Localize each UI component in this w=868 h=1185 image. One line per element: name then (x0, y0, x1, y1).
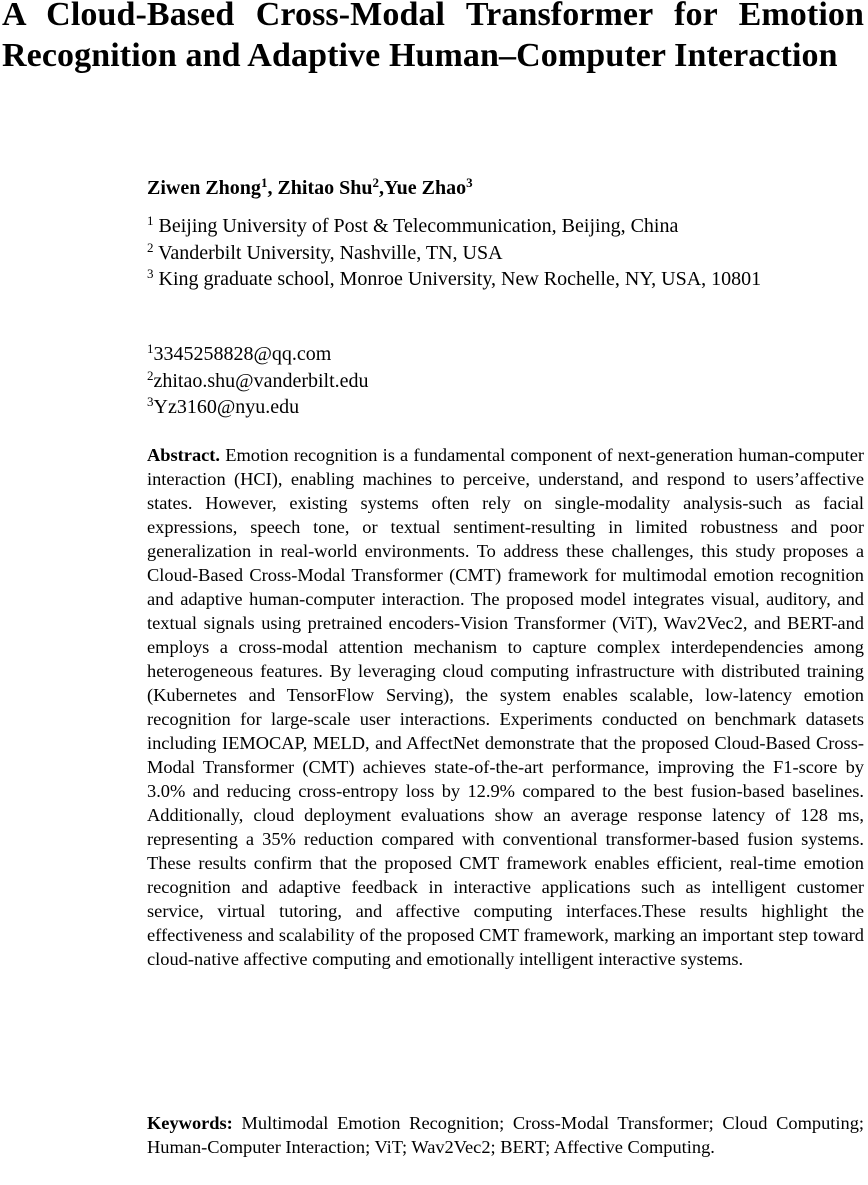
affiliation-mark: 2 (147, 239, 154, 255)
affiliation-text: Beijing University of Post & Telecommunication, Beijing, China (153, 215, 679, 237)
author-affiliation-mark: 3 (466, 175, 473, 190)
affiliation-text: Vanderbilt University, Nashville, TN, USA (153, 241, 503, 264)
email-address: zhitao.shu@vanderbilt.edu (153, 369, 369, 392)
email-mark: 3 (147, 394, 154, 409)
email-line (147, 394, 369, 421)
author-name: Yue Zhao (384, 177, 467, 199)
affiliation-line (147, 266, 761, 293)
author-list (147, 176, 473, 200)
author-name: Ziwen Zhong (147, 177, 261, 199)
affiliation-line (147, 240, 761, 267)
abstract-label: Abstract. (147, 445, 221, 465)
affiliation-list (147, 213, 761, 293)
author-affiliation-mark: 1 (260, 175, 268, 190)
author-separator: , (267, 177, 278, 199)
email-list (147, 341, 369, 421)
keywords-text: Multimodal Emotion Recognition; Cross-Modal Transformer; Cloud Computing; Human-Computer Interaction; ViT; Wav2Vec2; BERT; Affective Computing. (147, 1113, 864, 1157)
email-mark: 2 (147, 367, 154, 383)
keywords-paragraph (147, 1111, 864, 1159)
author-separator: , (379, 177, 384, 199)
affiliation-line (147, 213, 761, 240)
email-line (147, 368, 369, 395)
email-line (147, 341, 369, 368)
abstract-text: Emotion recognition is a fundamental component of next-generation human-computer interaction (HCI), enabling machines to perceive, understand, and respond to users’affective states. However, existing systems often rely on single-modality analysis-such as facial expressions, speech tone, or textual sentiment-resulting in limited robustness and poor generalization in real-world environments. To address these challenges, this study proposes a Cloud-Based Cross-Modal Transformer (CMT) framework for multimodal emotion recognition and adaptive human-computer interaction. The proposed model integrates visual, auditory, and textual signals using pretrained encoders-Vision Transformer (ViT), Wav2Vec2, and BERT-and employs a cross-modal attention mechanism to capture complex interdependencies among heterogeneous features. By leveraging cloud computing infrastructure with distributed training (Kubernetes and TensorFlow Serving), the system enables scalable, low-latency emotion recognition for large-scale user interactions. Experiments conducted on benchmark datasets including IEMOCAP, MELD, and AffectNet demonstrate that the proposed Cloud-Based Cross-Modal Transformer (CMT) achieves state-of-the-art performance, improving the F1-score by 3.0% and reducing cross-entropy loss by 12.9% compared to the best fusion-based baselines. Additionally, cloud deployment evaluations show an average response latency of 128 ms, representing a 35% reduction compared with conventional transformer-based fusion systems. These results confirm that the proposed CMT framework enables efficient, real-time emotion recognition and adaptive feedback in interactive applications such as intelligent customer service, virtual tutoring, and affective computing interfaces.These results highlight the effectiveness and scalability of the proposed CMT framework, marking an important step toward cloud-native affective computing and emotionally intelligent interactive systems. (147, 445, 864, 969)
keywords-label: Keywords: (147, 1113, 233, 1133)
affiliation-text: King graduate school, Monroe University, New Rochelle, NY, USA, 10801 (153, 268, 762, 290)
affiliation-mark: 3 (147, 266, 154, 281)
abstract-paragraph (147, 443, 864, 971)
author-affiliation-mark: 2 (372, 175, 379, 190)
email-mark: 1 (147, 341, 154, 356)
email-address: 3345258828@qq.com (153, 343, 332, 365)
affiliation-mark: 1 (147, 213, 154, 228)
email-address: Yz3160@nyu.edu (153, 396, 300, 418)
author-name: Zhitao Shu (277, 177, 373, 199)
paper-title: A Cloud-Based Cross-Modal Transformer for Emotion Recognition and Adaptive Human–Computer Interaction (2, 0, 864, 74)
